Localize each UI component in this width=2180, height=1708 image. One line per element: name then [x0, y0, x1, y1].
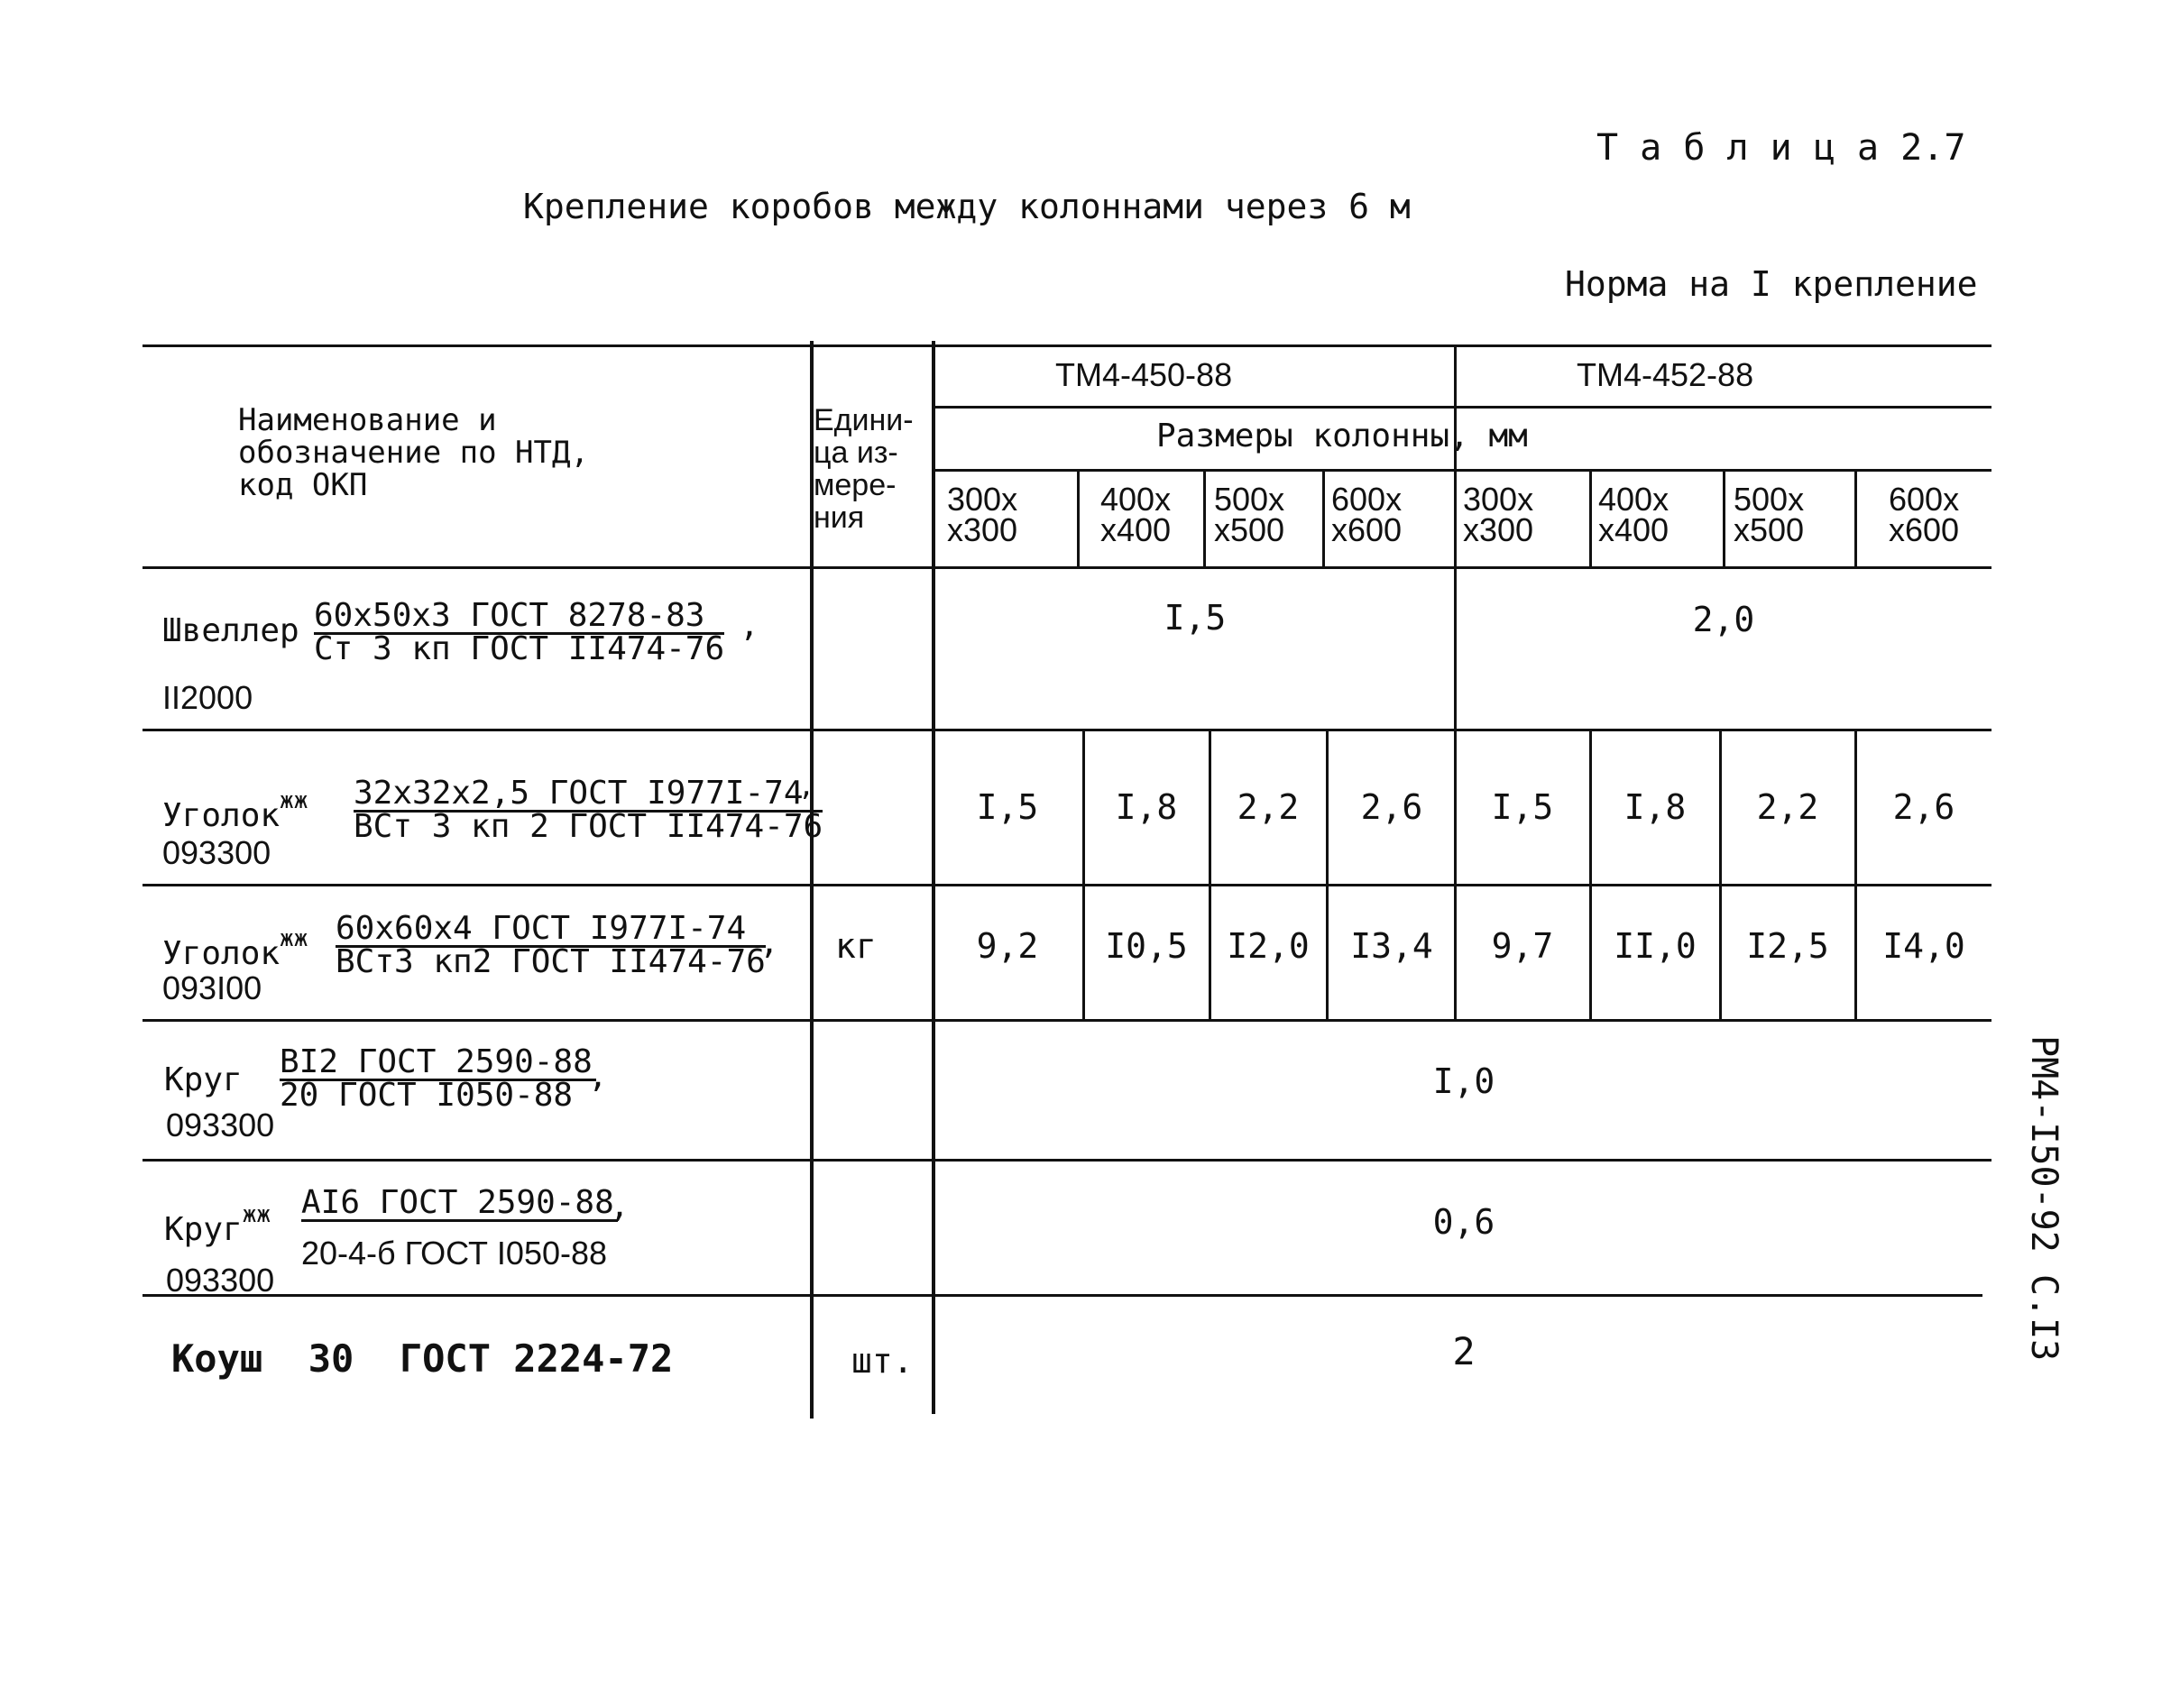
rule-v-sub [1854, 469, 1857, 566]
row-item-name [164, 1203, 271, 1246]
header-size-5: 300х х300 [1463, 481, 1534, 548]
row-value: 2,2 [1237, 787, 1300, 827]
row-item-spec [354, 777, 823, 843]
spec-comma: , [588, 1058, 608, 1095]
header-size-2: 400х х400 [1100, 481, 1172, 548]
side-document-code: РМ4-I50-92 С.I3 [2023, 1035, 2065, 1362]
row-item-name-text: Круг [164, 1211, 243, 1248]
row-item-spec [301, 1184, 618, 1222]
header-name-column: Наименование и обозначение по НТД, код ОКП [238, 402, 589, 503]
rule-v-sub [1589, 469, 1592, 566]
rule-v-sub [1077, 469, 1080, 566]
rule-v-sub [1203, 469, 1206, 566]
rule-v-sub [1082, 729, 1085, 1019]
row-value-group1: I,5 [1164, 598, 1227, 638]
rule-h2 [934, 469, 1991, 472]
spec-numerator: 32х32х2,5 ГОСТ I977I-74 [354, 777, 823, 813]
row-value: I,5 [976, 787, 1039, 827]
rule-top [143, 344, 1991, 347]
rule-v-sub [1723, 469, 1725, 566]
spec-numerator: 60х60х4 ГОСТ I977I-74 [336, 913, 766, 948]
rule-v-sub [1209, 729, 1211, 1019]
row-value: I,8 [1624, 787, 1687, 827]
spec-denominator: Ст 3 кп ГОСТ II474-76 [314, 630, 725, 667]
header-size-1: 300х х300 [947, 481, 1018, 548]
row-item-name [162, 789, 308, 832]
footnote-mark: жж [242, 1201, 271, 1228]
header-group-tm4-452: ТМ4-452-88 [1577, 356, 1754, 393]
header-size-7: 500х х500 [1734, 481, 1805, 548]
header-sizes-label: Размеры колонны, мм [1156, 418, 1528, 455]
row-value: I2,5 [1746, 926, 1829, 966]
spec-numerator: ВI2 ГОСТ 2590-88 [280, 1046, 596, 1081]
rule-row1 [143, 729, 1991, 731]
row-value: I,5 [1491, 787, 1554, 827]
row-value: 2 [1452, 1329, 1476, 1373]
row-item-name-text: Уголок [162, 935, 281, 972]
row-item-code: II2000 [162, 679, 253, 716]
footnote-mark: жж [280, 925, 308, 952]
row-value: I,0 [1432, 1061, 1495, 1101]
row-item-name: Швеллер [162, 612, 299, 649]
row-item-name: Круг [164, 1061, 243, 1098]
rule-row5 [143, 1294, 1982, 1297]
row-item-spec [314, 597, 725, 667]
spec-line-2: 20-4-б ГОСТ I050-88 [301, 1235, 608, 1272]
row-value: 2,6 [1892, 787, 1955, 827]
row-value-group2: 2,0 [1692, 600, 1755, 639]
norm-label: Норма на I крепление [1565, 264, 1978, 304]
row-item-spec [336, 910, 766, 980]
table-title: Крепление коробов между колоннами через 6 м [523, 187, 1411, 226]
unit-kg: кг [835, 926, 877, 966]
row-value: 2,2 [1756, 787, 1819, 827]
footnote-mark: жж [280, 787, 308, 814]
spec-comma: , [740, 607, 759, 644]
row-item-spec [280, 1043, 596, 1114]
row-value: 2,6 [1360, 787, 1423, 827]
spec-comma: , [798, 771, 815, 803]
row-item-name: Коуш 30 ГОСТ 2224-72 [171, 1336, 674, 1381]
rule-v-unit-right [932, 341, 935, 1414]
row-value: I0,5 [1105, 926, 1188, 966]
table-label: Т а б л и ц а 2.7 [1596, 127, 1966, 169]
row-value: I2,0 [1227, 926, 1310, 966]
rule-v-sub [1719, 729, 1722, 1019]
row-item-code: 093300 [162, 834, 271, 871]
rule-row3 [143, 1019, 1991, 1022]
row-value: II,0 [1614, 926, 1697, 966]
spec-comma: , [759, 924, 779, 961]
rule-row4 [143, 1159, 1991, 1162]
rule-h1 [934, 406, 1991, 409]
row-item-code: 093300 [166, 1107, 275, 1143]
spec-numerator: АI6 ГОСТ 2590-88 [301, 1187, 618, 1222]
row-item-code: 093I00 [162, 969, 262, 1006]
rule-v-sub [1326, 729, 1329, 1019]
header-unit-column: Едини- ца из- мере- ния [814, 403, 914, 535]
header-size-8: 600х х600 [1889, 481, 1960, 548]
row-value: 9,2 [976, 926, 1039, 966]
row-value: I,8 [1115, 787, 1178, 827]
spec-denominator: 20 ГОСТ I050-88 [280, 1077, 574, 1114]
row-value: I4,0 [1882, 926, 1965, 966]
spec-comma: , [610, 1188, 630, 1225]
rule-v-sub [1854, 729, 1857, 1019]
row-value: I3,4 [1350, 926, 1433, 966]
header-size-3: 500х х500 [1214, 481, 1285, 548]
rule-v-sub [1322, 469, 1325, 566]
row-value: 9,7 [1491, 926, 1554, 966]
spec-denominator: ВСт 3 кп 2 ГОСТ II474-76 [354, 808, 823, 845]
rule-row2 [143, 884, 1991, 886]
rule-v-sub [1589, 729, 1592, 1019]
row-value: 0,6 [1432, 1202, 1495, 1242]
header-group-tm4-450: ТМ4-450-88 [1055, 356, 1233, 393]
row-item-name [162, 927, 308, 970]
row-item-name-text: Уголок [162, 797, 281, 834]
spec-numerator: 60х50х3 ГОСТ 8278-83 [314, 600, 724, 635]
row-item-code: 093300 [166, 1262, 275, 1299]
spec-denominator: ВСт3 кп2 ГОСТ II474-76 [336, 943, 766, 980]
header-size-4: 600х х600 [1331, 481, 1403, 548]
header-size-6: 400х х400 [1598, 481, 1669, 548]
unit-pcs: шт. [851, 1341, 914, 1381]
rule-header-bottom [143, 566, 1991, 569]
